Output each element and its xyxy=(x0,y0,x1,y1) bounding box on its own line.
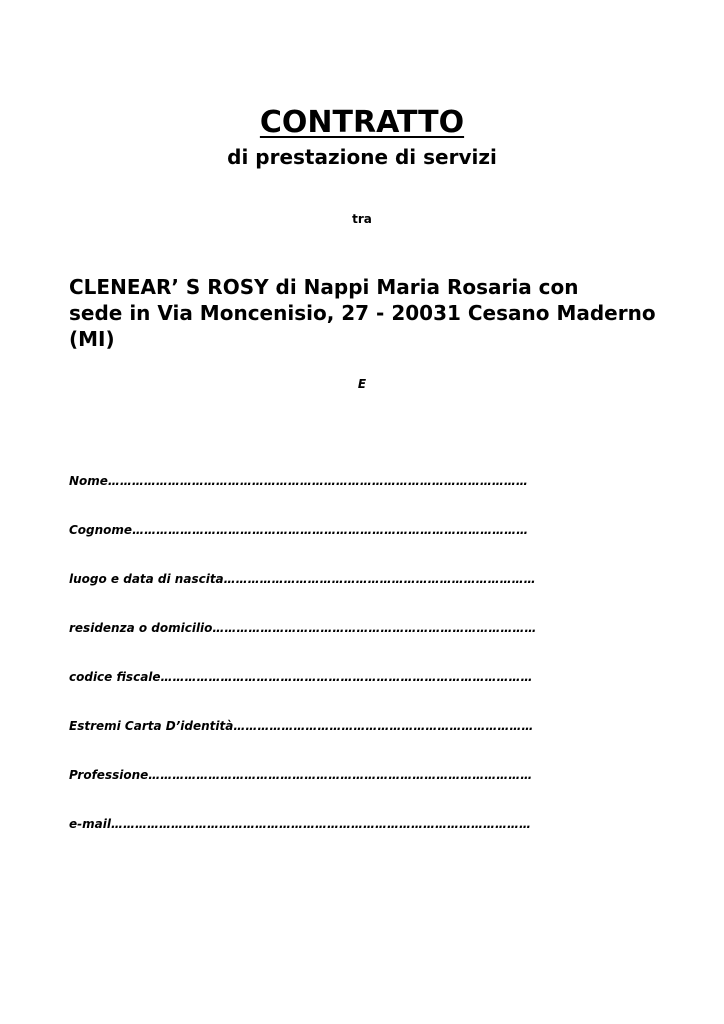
first-party-line-1: CLENEAR’ S ROSY di Nappi Maria Rosaria con xyxy=(69,275,579,299)
field-nome: Nome…………………………………………………………………………………………… xyxy=(69,474,528,488)
field-luogo-data-nascita: luogo e data di nascita…………………………………………………………………… xyxy=(69,572,536,586)
field-codice-fiscale: codice fiscale………………………………………………………………………………… xyxy=(69,670,533,684)
field-residenza-domicilio: residenza o domicilio……………………………………………………………………… xyxy=(69,621,537,635)
first-party xyxy=(69,274,689,352)
document-title: CONTRATTO xyxy=(259,105,465,140)
between-word: tra xyxy=(352,212,372,226)
conjunction-word: E xyxy=(357,377,367,391)
field-email: e-mail…………………………………………………………………………………………… xyxy=(69,817,531,831)
first-party-line-2: sede in Via Moncenisio, 27 - 20031 Cesano Maderno xyxy=(69,301,656,325)
field-carta-identita: Estremi Carta D’identità………………………………………………………………… xyxy=(69,719,534,733)
field-cognome: Cognome……………………………………………………………………………………… xyxy=(69,523,529,537)
first-party-line-3: (MI) xyxy=(69,327,115,351)
document-subtitle: di prestazione di servizi xyxy=(227,145,497,169)
field-professione: Professione…………………………………………………………………………………… xyxy=(69,768,533,782)
second-party-fields xyxy=(69,473,609,865)
